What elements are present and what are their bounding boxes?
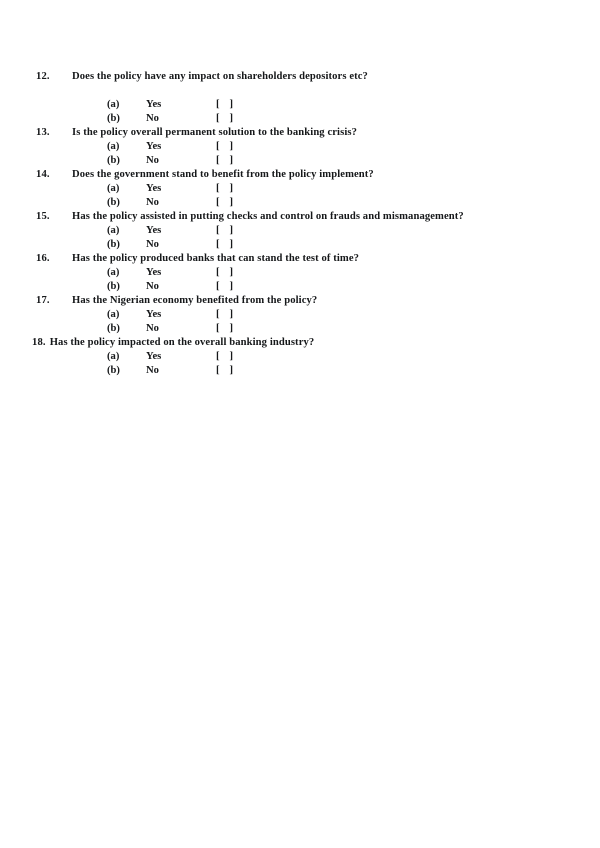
option-letter: (b) [107,113,120,124]
question-line [0,70,600,84]
question-block [0,168,600,210]
option-label: No [146,113,159,124]
question-text: Has the policy impacted on the overall banking industry? [49,337,315,348]
option-letter: (b) [107,323,120,334]
option-checkbox[interactable]: [ ] [216,281,234,292]
option-checkbox[interactable]: [ ] [216,365,234,376]
question-number: 16. [36,253,50,264]
option-label: Yes [146,225,162,236]
question-block [0,294,600,336]
option-checkbox[interactable]: [ ] [216,323,234,334]
question-number: 13. [36,127,50,138]
question-line [0,210,600,224]
answer-option-row[interactable] [0,280,600,294]
option-checkbox[interactable]: [ ] [216,225,234,236]
question-block [0,70,600,126]
option-label: No [146,281,159,292]
option-letter: (b) [107,155,120,166]
question-number: 15. [36,211,50,222]
answer-option-row[interactable] [0,182,600,196]
option-label: Yes [146,141,162,152]
option-checkbox[interactable]: [ ] [216,141,234,152]
option-letter: (a) [107,267,120,278]
option-letter: (a) [107,99,120,110]
question-text: Does the government stand to benefit from the policy implement? [72,169,374,180]
question-block [0,126,600,168]
answer-option-row[interactable] [0,350,600,364]
option-letter: (b) [107,365,120,376]
questionnaire-body [0,70,600,378]
question-line [0,126,600,140]
answer-option-row[interactable] [0,266,600,280]
answer-option-row[interactable] [0,224,600,238]
answer-option-row[interactable] [0,154,600,168]
question-line [0,168,600,182]
option-letter: (a) [107,225,120,236]
option-checkbox[interactable]: [ ] [216,351,234,362]
option-label: Yes [146,309,162,320]
option-checkbox[interactable]: [ ] [216,155,234,166]
answer-option-row[interactable] [0,112,600,126]
option-label: Yes [146,267,162,278]
question-number: 14. [36,169,50,180]
option-letter: (a) [107,141,120,152]
option-label: No [146,323,159,334]
answer-option-row[interactable] [0,238,600,252]
question-text: Is the policy overall permanent solution to the banking crisis? [72,127,357,138]
answer-option-row[interactable] [0,364,600,378]
option-checkbox[interactable]: [ ] [216,309,234,320]
question-block [0,336,600,378]
option-letter: (a) [107,183,120,194]
option-label: Yes [146,99,162,110]
answer-option-row[interactable] [0,196,600,210]
answer-option-row[interactable] [0,98,600,112]
question-text: Has the policy assisted in putting checks and control on frauds and mismanagement? [72,211,464,222]
question-number: 17. [36,295,50,306]
question-line [0,336,600,350]
question-number: 18. [32,337,46,348]
answer-option-row[interactable] [0,140,600,154]
option-letter: (a) [107,309,120,320]
blank-spacer [0,84,600,98]
question-number: 12. [36,71,50,82]
option-letter: (b) [107,281,120,292]
answer-option-row[interactable] [0,308,600,322]
option-label: Yes [146,351,162,362]
question-line [0,294,600,308]
option-letter: (a) [107,351,120,362]
option-checkbox[interactable]: [ ] [216,183,234,194]
option-checkbox[interactable]: [ ] [216,113,234,124]
option-label: No [146,197,159,208]
option-letter: (b) [107,239,120,250]
answer-option-row[interactable] [0,322,600,336]
option-checkbox[interactable]: [ ] [216,197,234,208]
question-text: Has the Nigerian economy benefited from the policy? [72,295,318,306]
question-line [0,252,600,266]
option-label: Yes [146,183,162,194]
question-block [0,210,600,252]
option-label: No [146,239,159,250]
option-label: No [146,155,159,166]
question-text: Does the policy have any impact on shareholders depositors etc? [72,71,368,82]
question-block [0,252,600,294]
option-checkbox[interactable]: [ ] [216,99,234,110]
option-checkbox[interactable]: [ ] [216,267,234,278]
option-label: No [146,365,159,376]
option-letter: (b) [107,197,120,208]
question-text: Has the policy produced banks that can stand the test of time? [72,253,360,264]
option-checkbox[interactable]: [ ] [216,239,234,250]
